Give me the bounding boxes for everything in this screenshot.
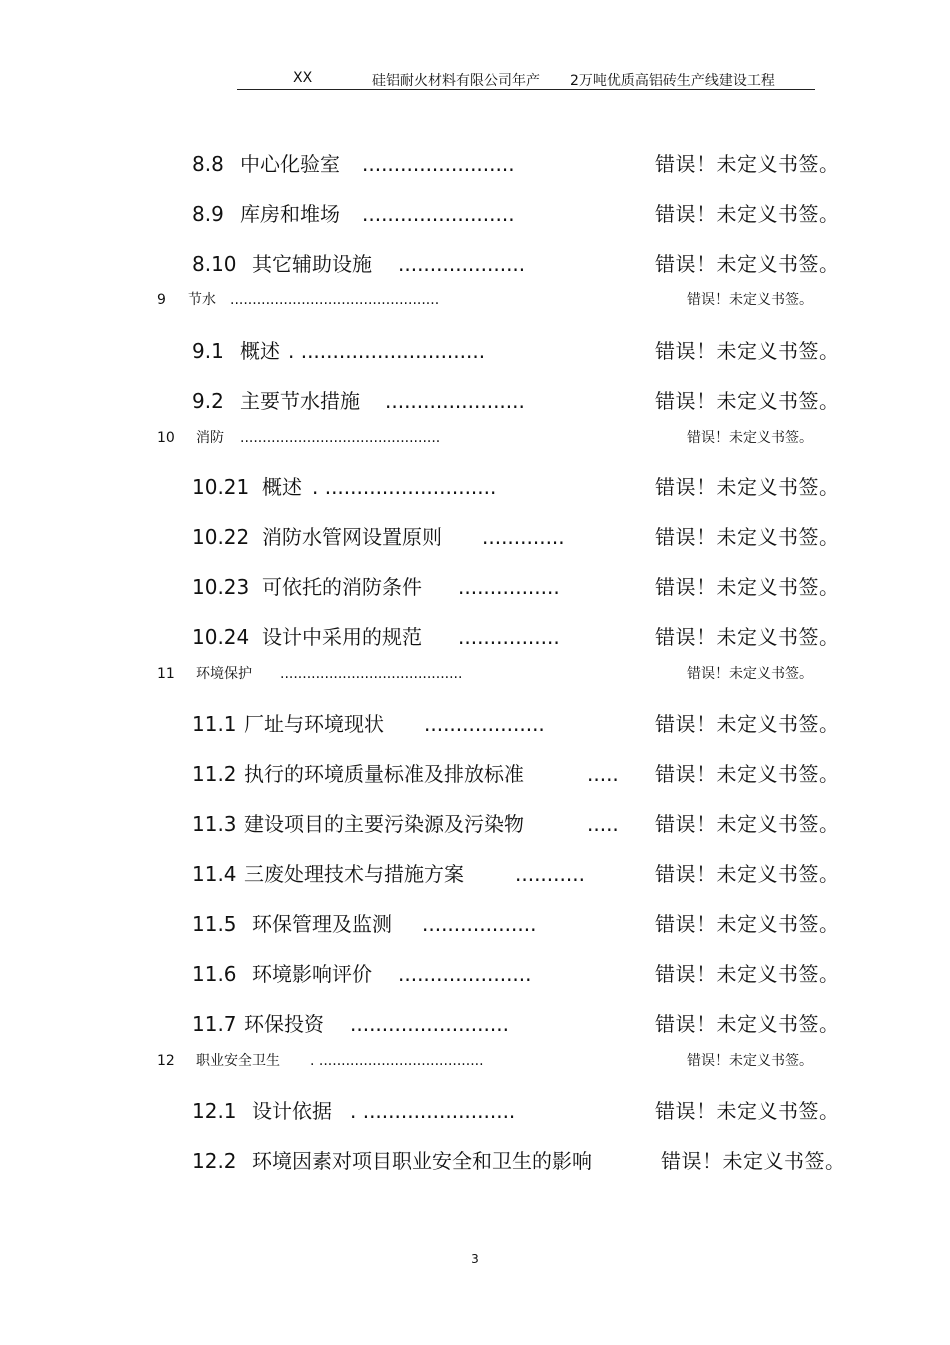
toc-entry-title: 环保投资 xyxy=(244,1012,324,1036)
toc-entry-leader: ................... xyxy=(424,712,545,736)
toc-entry-title: 执行的环境质量标准及排放标准 xyxy=(244,762,524,786)
toc-entry-title: 设计中采用的规范 xyxy=(262,625,422,649)
toc-entry-number: 8.8 xyxy=(192,152,224,176)
toc-chapter-entry[interactable] xyxy=(0,290,950,310)
toc-entry-number: 11.6 xyxy=(192,962,237,986)
toc-entry-number: 11.2 xyxy=(192,762,237,786)
toc-entry-leader: ......................................... xyxy=(280,666,463,682)
toc-entry-leader: ..... xyxy=(587,762,619,786)
toc-entry-title: 职业安全卫生 xyxy=(196,1053,280,1069)
toc-entry-number: 10.23 xyxy=(192,575,250,599)
toc-entry-page: 错误！未定义书签。 xyxy=(655,1099,840,1123)
toc-entry-leader: ..................... xyxy=(398,962,532,986)
toc-entry-title: 主要节水措施 xyxy=(240,389,360,413)
toc-entry-leader: ................ xyxy=(458,625,560,649)
toc-entry[interactable] xyxy=(0,960,950,988)
toc-entry-number: 11.7 xyxy=(192,1012,237,1036)
toc-entry-number: 10 xyxy=(157,430,175,446)
toc-entry-title: 概述 xyxy=(240,339,280,363)
toc-entry[interactable] xyxy=(0,473,950,501)
toc-entry-title: 三废处理技术与措施方案 xyxy=(244,862,464,886)
toc-entry-leader: ........................ xyxy=(362,202,515,226)
toc-entry-leader: . ............................. xyxy=(288,339,486,363)
header-company: 硅铝耐火材料有限公司年产 xyxy=(372,73,540,89)
toc-entry-number: 9.2 xyxy=(192,389,224,413)
page-number: 3 xyxy=(471,1252,479,1266)
toc-entry-page: 错误！未定义书签。 xyxy=(655,152,840,176)
toc-entry-leader: ................ xyxy=(458,575,560,599)
toc-entry[interactable] xyxy=(0,910,950,938)
toc-entry-leader: ..... xyxy=(587,812,619,836)
toc-entry-page: 错误！未定义书签。 xyxy=(655,475,840,499)
toc-entry-number: 9 xyxy=(157,292,166,308)
toc-entry-title: 消防水管网设置原则 xyxy=(262,525,442,549)
toc-entry-title: 其它辅助设施 xyxy=(252,252,372,276)
toc-entry-page: 错误！未定义书签。 xyxy=(655,912,840,936)
toc-entry-page: 错误！未定义书签。 xyxy=(655,812,840,836)
toc-chapter-entry[interactable] xyxy=(0,1051,950,1071)
toc-entry-title: 建设项目的主要污染源及污染物 xyxy=(244,812,524,836)
toc-entry-number: 10.24 xyxy=(192,625,250,649)
toc-entry-title: 概述 xyxy=(262,475,302,499)
toc-entry-page: 错误！未定义书签。 xyxy=(655,202,840,226)
toc-entry-page: 错误！未定义书签。 xyxy=(655,862,840,886)
toc-entry-leader: . ..................................... xyxy=(310,1053,484,1069)
toc-entry-leader: .................. xyxy=(422,912,537,936)
toc-entry-number: 12 xyxy=(157,1053,175,1069)
toc-entry[interactable] xyxy=(0,623,950,651)
toc-entry-leader: ........................ xyxy=(362,152,515,176)
toc-entry-page: 错误！未定义书签。 xyxy=(655,625,840,649)
toc-entry-number: 11.1 xyxy=(192,712,237,736)
toc-entry-page: 错误！未定义书签。 xyxy=(655,525,840,549)
toc-entry-page: 错误！未定义书签。 xyxy=(687,666,813,682)
toc-entry-title: 环境影响评价 xyxy=(252,962,372,986)
toc-entry-title: 节水 xyxy=(188,292,216,308)
toc-entry-page: 错误！未定义书签。 xyxy=(655,252,840,276)
toc-entry-number: 9.1 xyxy=(192,339,224,363)
toc-chapter-entry[interactable] xyxy=(0,428,950,448)
toc-entry[interactable] xyxy=(0,573,950,601)
toc-entry-page: 错误！未定义书签。 xyxy=(655,575,840,599)
toc-chapter-entry[interactable] xyxy=(0,664,950,684)
toc-entry-title: 环境保护 xyxy=(196,666,252,682)
toc-entry-title: 设计依据 xyxy=(252,1099,332,1123)
toc-entry-page: 错误！未定义书签。 xyxy=(655,962,840,986)
toc-entry-number: 11.3 xyxy=(192,812,237,836)
toc-entry[interactable] xyxy=(0,150,950,178)
toc-entry-title: 环保管理及监测 xyxy=(252,912,392,936)
toc-entry-number: 11 xyxy=(157,666,175,682)
toc-entry[interactable] xyxy=(0,1147,950,1175)
toc-entry-leader: . ........................ xyxy=(350,1099,516,1123)
toc-entry-number: 10.22 xyxy=(192,525,250,549)
toc-entry-leader: ......................... xyxy=(350,1012,509,1036)
toc-entry[interactable] xyxy=(0,860,950,888)
toc-entry[interactable] xyxy=(0,810,950,838)
toc-entry[interactable] xyxy=(0,710,950,738)
toc-entry-number: 8.9 xyxy=(192,202,224,226)
toc-entry-leader: ............................................... xyxy=(230,292,440,308)
toc-entry-page: 错误！未定义书签。 xyxy=(661,1149,846,1173)
toc-entry-page: 错误！未定义书签。 xyxy=(655,712,840,736)
toc-entry[interactable] xyxy=(0,387,950,415)
toc-entry-page: 错误！未定义书签。 xyxy=(655,389,840,413)
toc-entry-title: 中心化验室 xyxy=(240,152,340,176)
toc-entry-title: 环境因素对项目职业安全和卫生的影响 xyxy=(252,1149,592,1173)
toc-entry-page: 错误！未定义书签。 xyxy=(655,339,840,363)
toc-entry-title: 厂址与环境现状 xyxy=(244,712,384,736)
toc-entry-number: 12.1 xyxy=(192,1099,237,1123)
toc-entry-page: 错误！未定义书签。 xyxy=(655,1012,840,1036)
toc-entry[interactable] xyxy=(0,250,950,278)
toc-entry-leader: ............................................. xyxy=(240,430,441,446)
toc-entry-number: 10.21 xyxy=(192,475,250,499)
toc-entry-leader: ............. xyxy=(482,525,565,549)
toc-entry-leader: . ........................... xyxy=(312,475,497,499)
toc-entry-leader: ........... xyxy=(515,862,585,886)
toc-entry-leader: ...................... xyxy=(385,389,525,413)
toc-entry-leader: .................... xyxy=(398,252,526,276)
toc-entry-number: 12.2 xyxy=(192,1149,237,1173)
toc-entry-title: 消防 xyxy=(196,430,224,446)
toc-entry-page: 错误！未定义书签。 xyxy=(687,292,813,308)
toc-entry[interactable] xyxy=(0,337,950,365)
toc-entry-page: 错误！未定义书签。 xyxy=(655,762,840,786)
toc-entry-title: 库房和堆场 xyxy=(240,202,340,226)
toc-entry[interactable] xyxy=(0,523,950,551)
toc-entry-title: 可依托的消防条件 xyxy=(262,575,422,599)
toc-entry-number: 11.5 xyxy=(192,912,237,936)
toc-entry[interactable] xyxy=(0,1010,950,1038)
toc-entry-number: 11.4 xyxy=(192,862,237,886)
header-project: 2万吨优质高铝砖生产线建设工程 xyxy=(570,73,775,89)
toc-entry-page: 错误！未定义书签。 xyxy=(687,430,813,446)
toc-entry[interactable] xyxy=(0,760,950,788)
toc-entry-page: 错误！未定义书签。 xyxy=(687,1053,813,1069)
toc-entry[interactable] xyxy=(0,200,950,228)
header-prefix: XX xyxy=(293,70,313,86)
toc-entry-number: 8.10 xyxy=(192,252,237,276)
toc-entry[interactable] xyxy=(0,1097,950,1125)
